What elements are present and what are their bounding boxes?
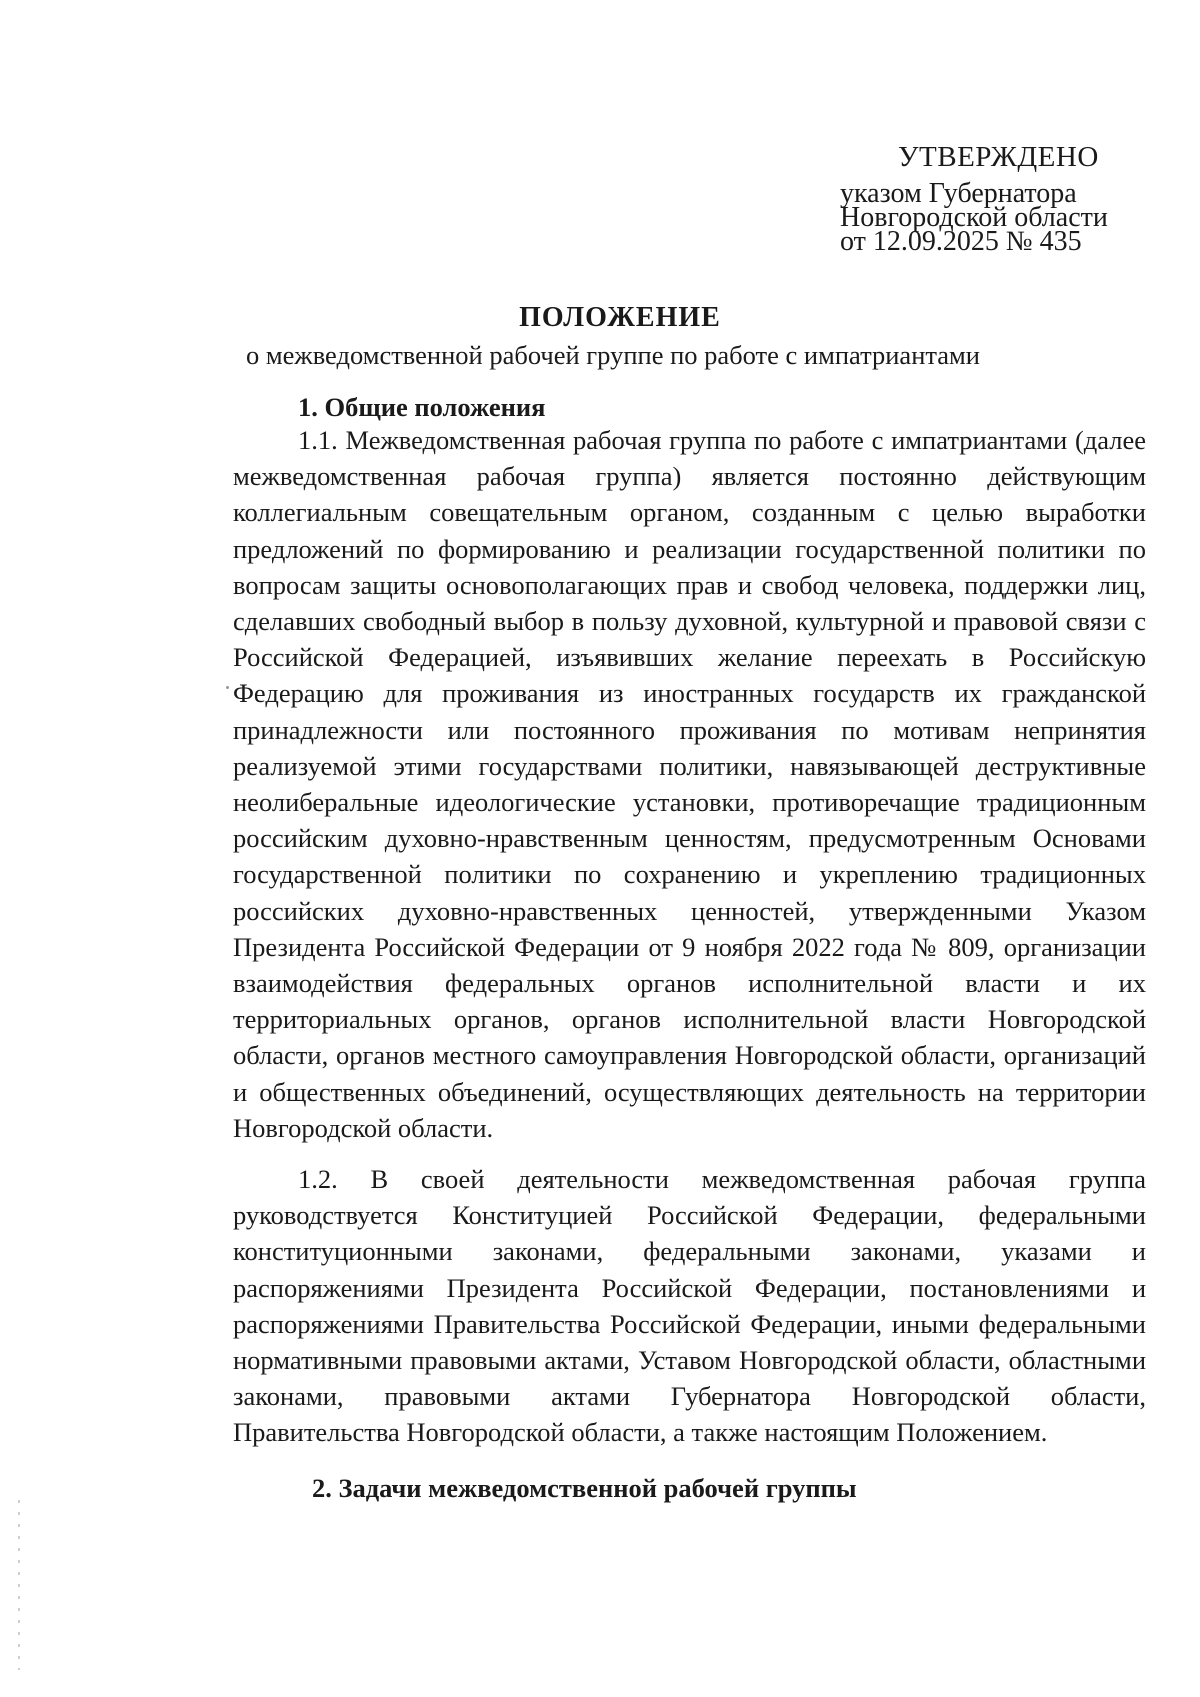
section-1-heading: 1. Общие положения xyxy=(298,392,546,422)
approval-decree-line: указом Губернатора xyxy=(840,178,1077,209)
document-subtitle: о межведомственной рабочей группе по работе с импатриантами xyxy=(245,340,980,370)
document-title: ПОЛОЖЕНИЕ xyxy=(519,302,721,333)
section-2-heading: 2. Задачи межведомственной рабочей группы xyxy=(312,1473,857,1503)
scan-margin-marks xyxy=(18,1500,20,1670)
paragraph-1-2: 1.2. В своей деятельности межведомственная рабочая группа руководствуется Конституцией Российской Федерации, федеральными конституционными законами, федеральными законами, указами и распоряжениями Президента Российской Федерации, постановлениями и распоряжениями Правительства Российской Федерации, иными федеральными нормативными правовыми актами, Уставом Новгородской области, областными законами, правовыми актами Губернатора Новгородской области, Правительства Новгородской области, а также настоящим Положением. xyxy=(233,1164,1146,1448)
approval-block xyxy=(840,140,1160,257)
approved-label: УТВЕРЖДЕНО xyxy=(898,141,1099,173)
scan-speck xyxy=(226,686,229,689)
approval-date-number-line: от 12.09.2025 № 435 xyxy=(840,226,1082,257)
approval-region-line: Новгородской области xyxy=(840,202,1108,233)
paragraph-1-1: 1.1. Межведомственная рабочая группа по работе с импатриантами (далее межведомственная рабочая группа) является постоянно действующим коллегиальным совещательным органом, созданным с целью выработки предложений по формированию и реализации государственной политики по вопросам защиты основополагающих прав и свобод человека, поддержки лиц, сделавших свободный выбор в пользу духовной, культурной и правовой связи с Российской Федерацией, изъявивших желание переехать в Российскую Федерацию для проживания из иностранных государств их гражданской принадлежности или постоянного проживания по мотивам непринятия реализуемой этими государствами политики, навязывающей деструктивные неолиберальные идеологические установки, противоречащие традиционным российским духовно-нравственным ценностям, предусмотренным Основами государственной политики по сохранению и укреплению традиционных российских духовно-нравственных ценностей, утвержденными Указом Президента Российской Федерации от 9 ноября 2022 года № 809, организации взаимодействия федеральных органов исполнительной власти и их территориальных органов, органов исполнительной власти Новгородской области, органов местного самоуправления Новгородской области, организаций и общественных объединений, осуществляющих деятельность на территории Новгородской области. xyxy=(233,425,1146,1143)
